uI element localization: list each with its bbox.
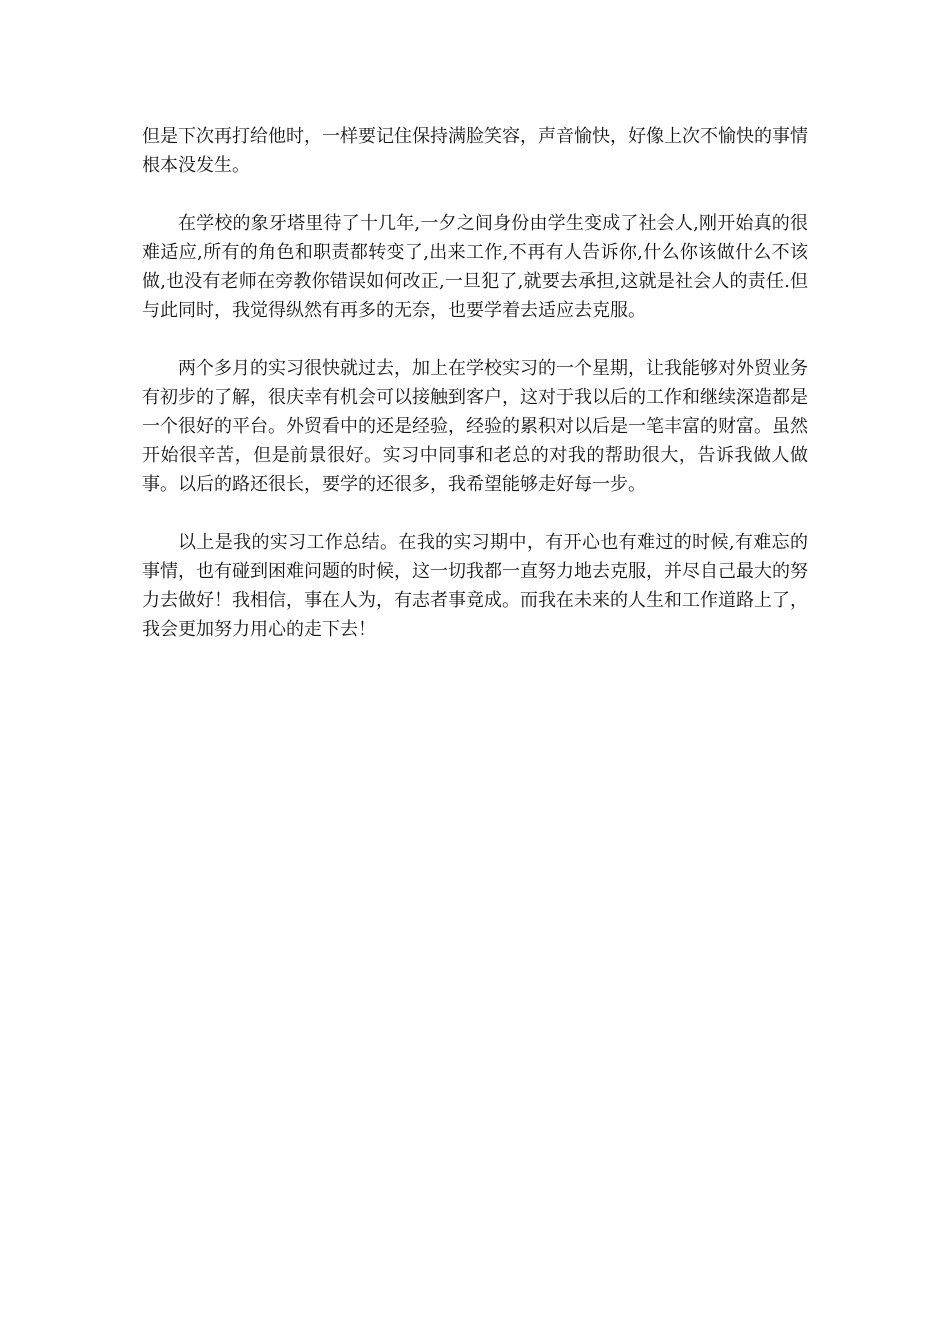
document-body xyxy=(142,122,808,673)
paragraph-adapting-to-society: 在学校的象牙塔里待了十几年,一夕之间身份由学生变成了社会人,刚开始真的很难适应,所有的角色和职责都转变了,出来工作,不再有人告诉你,什么你该做什么不该做,也没有老师在旁教你错误如何改正,一旦犯了,就要去承担,这就是社会人的责任.但与此同时，我觉得纵然有再多的无奈，也要学着去适应去克服。 xyxy=(142,213,808,321)
paragraph-continuation: 但是下次再打给他时，一样要记住保持满脸笑容，声音愉快，好像上次不愉快的事情根本没发生。 xyxy=(142,126,808,176)
paragraph-internship-experience: 两个多月的实习很快就过去，加上在学校实习的一个星期，让我能够对外贸业务有初步的了解，很庆幸有机会可以接触到客户，这对于我以后的工作和继续深造都是一个很好的平台。外贸看中的还是经验，经验的累积对以后是一笔丰富的财富。虽然开始很辛苦，但是前景很好。实习中同事和老总的对我的帮助很大，告诉我做人做事。以后的路还很长，要学的还很多，我希望能够走好每一步。 xyxy=(142,358,808,495)
paragraph-summary: 以上是我的实习工作总结。在我的实习期中，有开心也有难过的时候,有难忘的事情，也有碰到困难问题的时候，这一切我都一直努力地去克服，并尽自己最大的努力去做好！我相信，事在人为，有志者事竟成。而我在未来的人生和工作道路上了，我会更加努力用心的走下去！ xyxy=(142,532,808,640)
